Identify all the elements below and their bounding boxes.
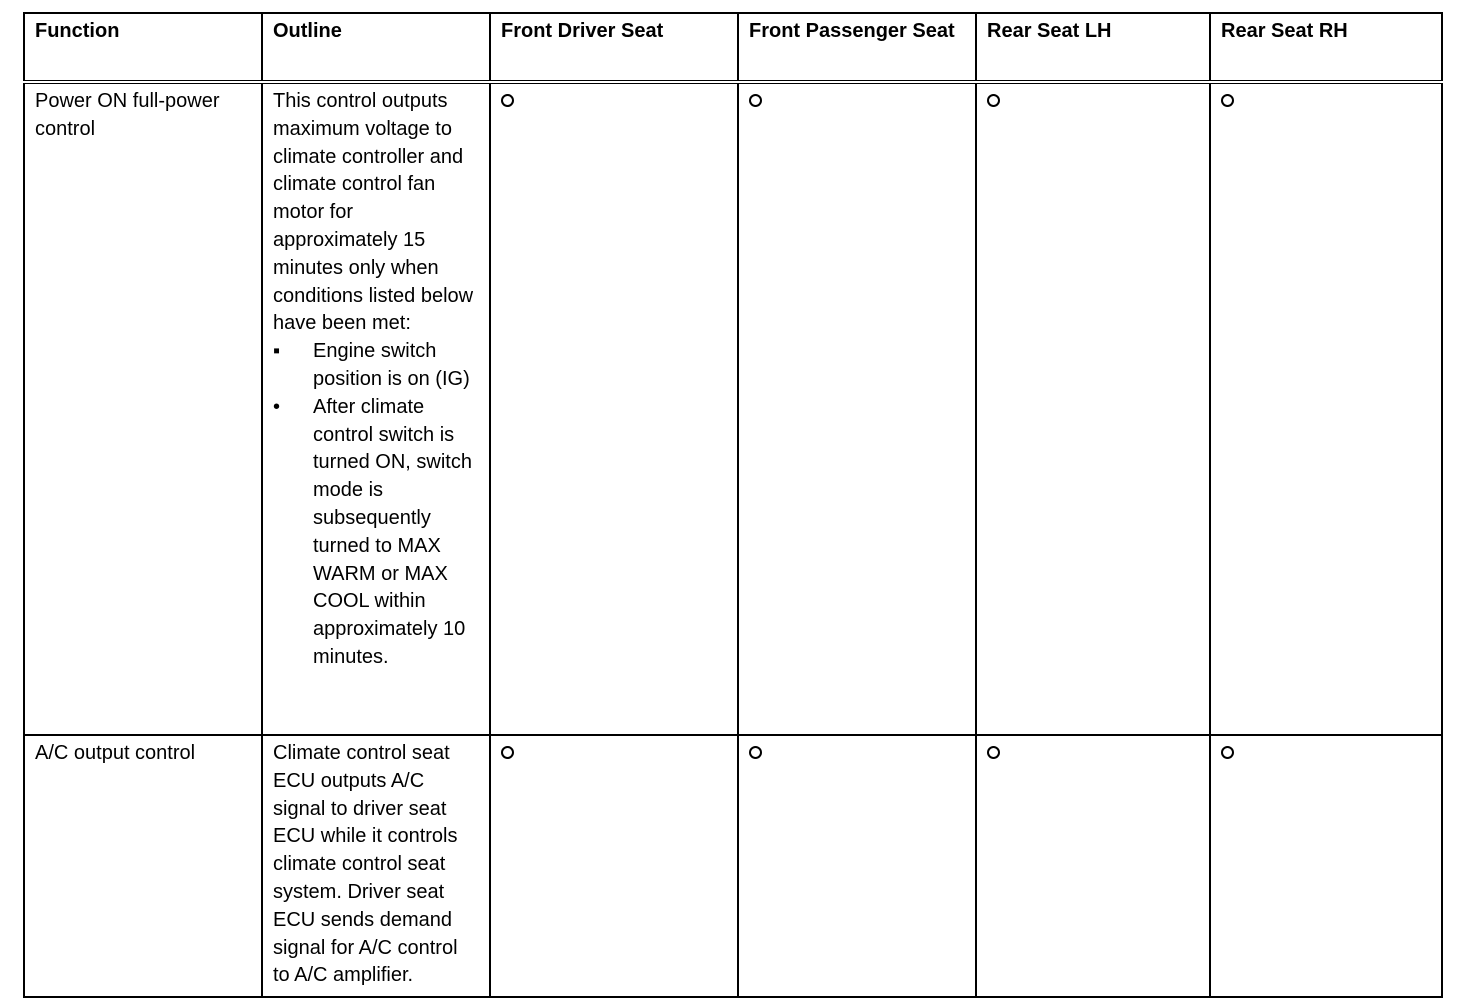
function-cell: Power ON full-power control — [24, 82, 262, 735]
circle-mark-icon — [749, 94, 762, 107]
circle-mark-icon — [1221, 94, 1234, 107]
circle-mark-icon — [987, 746, 1000, 759]
condition-text: After climate control switch is turned ON, switch mode is subsequently turned to MAX WARM or MAX COOL within approximately 10 minutes. — [313, 395, 472, 668]
header-row — [24, 13, 1442, 82]
bullet-icon: • — [273, 395, 281, 418]
header-function: Function — [24, 13, 262, 82]
rear-seat-rh-cell — [1210, 735, 1442, 997]
rear-seat-lh-cell — [976, 82, 1210, 735]
outline-cell: Climate control seat ECU outputs A/C signal to driver seat ECU while it controls climate control seat system. Driver seat ECU sends demand signal for A/C control to A/C amplifier. — [262, 735, 490, 997]
front-passenger-seat-cell — [738, 82, 976, 735]
outline-cell — [262, 82, 490, 735]
header-front-driver-seat: Front Driver Seat — [490, 13, 738, 82]
condition-list — [273, 338, 479, 672]
function-cell: A/C output control — [24, 735, 262, 997]
header-front-passenger-seat: Front Passenger Seat — [738, 13, 976, 82]
bullet-icon: ▪ — [273, 340, 281, 363]
outline-text: This control outputs maximum voltage to climate controller and climate control fan motor for approximately 15 minutes only when conditions listed below have been met: — [273, 90, 474, 335]
condition-item — [273, 338, 479, 394]
table-row — [24, 735, 1442, 997]
condition-text: Engine switch position is on (IG) — [313, 340, 470, 390]
front-driver-seat-cell — [490, 82, 738, 735]
header-rear-seat-lh: Rear Seat LH — [976, 13, 1210, 82]
circle-mark-icon — [1221, 746, 1234, 759]
header-rear-seat-rh: Rear Seat RH — [1210, 13, 1442, 82]
table-row — [24, 82, 1442, 735]
front-driver-seat-cell — [490, 735, 738, 997]
condition-item — [273, 394, 479, 672]
rear-seat-lh-cell — [976, 735, 1210, 997]
function-table — [23, 12, 1443, 998]
circle-mark-icon — [501, 746, 514, 759]
header-outline: Outline — [262, 13, 490, 82]
circle-mark-icon — [749, 746, 762, 759]
circle-mark-icon — [501, 94, 514, 107]
rear-seat-rh-cell — [1210, 82, 1442, 735]
front-passenger-seat-cell — [738, 735, 976, 997]
circle-mark-icon — [987, 94, 1000, 107]
